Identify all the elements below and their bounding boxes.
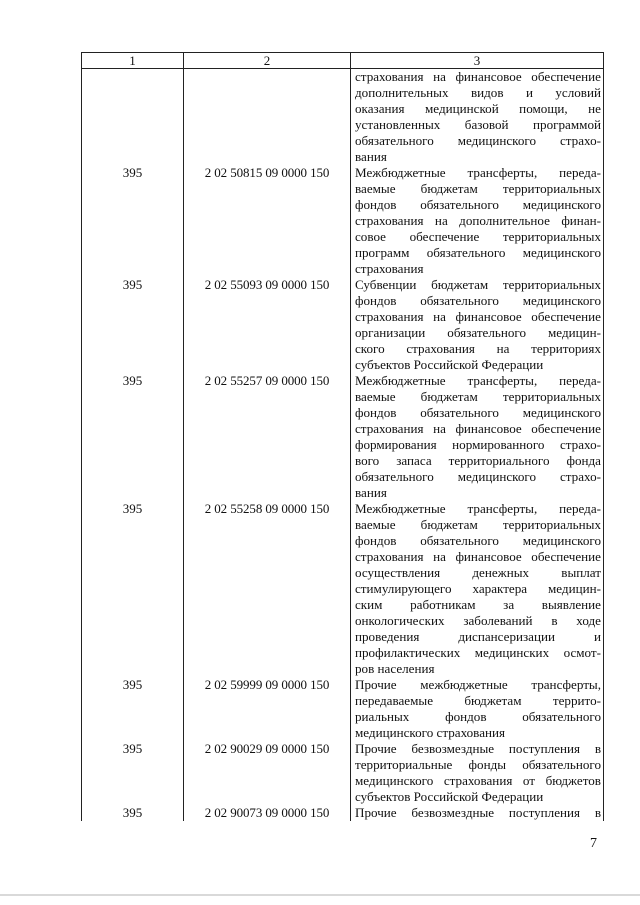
description-line: совое обеспечение территориальных bbox=[355, 229, 601, 244]
table-row bbox=[82, 501, 604, 677]
description-cell bbox=[351, 69, 604, 166]
description-cell bbox=[351, 373, 604, 501]
description-line: вания bbox=[355, 485, 387, 500]
description-cell bbox=[351, 277, 604, 373]
description-line: дополнительных видов и условий bbox=[355, 85, 601, 100]
description-line: медицинского страхования bbox=[355, 725, 506, 740]
continuation-row bbox=[82, 69, 604, 166]
income-code-cell: 2 02 90073 09 0000 150 bbox=[184, 805, 351, 821]
description-line: онкологических заболеваний в ходе bbox=[355, 613, 601, 628]
table-row bbox=[82, 805, 604, 821]
description-line: вого запаса территориального фонда bbox=[355, 453, 601, 468]
income-code-cell: 2 02 90029 09 0000 150 bbox=[184, 741, 351, 805]
description-line: установленных базовой программой bbox=[355, 117, 601, 132]
income-code-cell: 2 02 55093 09 0000 150 bbox=[184, 277, 351, 373]
column-header-1: 1 bbox=[82, 53, 184, 69]
description-line: фондов обязательного медицинского bbox=[355, 405, 601, 420]
description-line: ваемые бюджетам территориальных bbox=[355, 517, 601, 532]
description-line: фондов обязательного медицинского bbox=[355, 197, 601, 212]
description-line: ваемые бюджетам территориальных bbox=[355, 389, 601, 404]
description-line: осуществления денежных выплат bbox=[355, 565, 601, 580]
description-line: страхования на финансовое обеспечение bbox=[355, 309, 601, 324]
description-line: субъектов Российской Федерации bbox=[355, 789, 544, 804]
description-line: Субвенции бюджетам территориальных bbox=[355, 277, 601, 292]
page-number: 7 bbox=[590, 836, 597, 851]
description-line: ским работникам за выявление bbox=[355, 597, 601, 612]
scan-edge-line bbox=[0, 894, 640, 896]
table-row bbox=[82, 373, 604, 501]
column-header-2: 2 bbox=[184, 53, 351, 69]
description-cell bbox=[351, 741, 604, 805]
description-line: страхования на финансовое обеспечение bbox=[355, 549, 601, 564]
admin-code-cell: 395 bbox=[82, 501, 184, 677]
admin-code-cell: 395 bbox=[82, 741, 184, 805]
description-cell bbox=[351, 677, 604, 741]
description-line: субъектов Российской Федерации bbox=[355, 357, 544, 372]
description-line: вания bbox=[355, 149, 387, 164]
description-line: формирования нормированного страхо- bbox=[355, 437, 601, 452]
table-body bbox=[82, 69, 604, 822]
description-line: риальных фондов обязательного bbox=[355, 709, 601, 724]
description-line: Межбюджетные трансферты, переда- bbox=[355, 373, 601, 388]
table-header-row bbox=[82, 53, 604, 69]
description-line: Прочие межбюджетные трансферты, bbox=[355, 677, 601, 692]
description-line: передаваемые бюджетам террито- bbox=[355, 693, 601, 708]
admin-code-cell: 395 bbox=[82, 165, 184, 277]
description-line: ров населения bbox=[355, 661, 435, 676]
income-code-cell: 2 02 59999 09 0000 150 bbox=[184, 677, 351, 741]
description-line: Межбюджетные трансферты, переда- bbox=[355, 165, 601, 180]
description-line: программ обязательного медицинского bbox=[355, 245, 601, 260]
description-line: фондов обязательного медицинского bbox=[355, 533, 601, 548]
description-line: территориальные фонды обязательного bbox=[355, 757, 601, 772]
description-line: Межбюджетные трансферты, переда- bbox=[355, 501, 601, 516]
table-row bbox=[82, 677, 604, 741]
description-cell bbox=[351, 165, 604, 277]
description-cell bbox=[351, 805, 604, 821]
description-line: медицинского страхования от бюджетов bbox=[355, 773, 601, 788]
table-row bbox=[82, 741, 604, 805]
description-line: ского страхования на территориях bbox=[355, 341, 601, 356]
admin-code-cell: 395 bbox=[82, 373, 184, 501]
income-code-cell bbox=[184, 69, 351, 166]
admin-code-cell: 395 bbox=[82, 805, 184, 821]
admin-code-cell bbox=[82, 69, 184, 166]
income-code-cell: 2 02 50815 09 0000 150 bbox=[184, 165, 351, 277]
description-cell bbox=[351, 501, 604, 677]
description-line: фондов обязательного медицинского bbox=[355, 293, 601, 308]
description-line: ваемые бюджетам территориальных bbox=[355, 181, 601, 196]
column-header-3: 3 bbox=[351, 53, 604, 69]
table-row bbox=[82, 277, 604, 373]
description-line: страхования на финансовое обеспечение bbox=[355, 69, 601, 84]
budget-classification-table bbox=[81, 52, 604, 821]
income-code-cell: 2 02 55257 09 0000 150 bbox=[184, 373, 351, 501]
description-line: обязательного медицинского страхо- bbox=[355, 469, 601, 484]
admin-code-cell: 395 bbox=[82, 677, 184, 741]
description-line: проведения диспансеризации и bbox=[355, 629, 601, 644]
description-line: организации обязательного медицин- bbox=[355, 325, 601, 340]
description-line: страхования на дополнительное финан- bbox=[355, 213, 601, 228]
description-line: профилактических медицинских осмот- bbox=[355, 645, 601, 660]
income-code-cell: 2 02 55258 09 0000 150 bbox=[184, 501, 351, 677]
description-line: Прочие безвозмездные поступления в bbox=[355, 805, 601, 820]
description-line: оказания медицинской помощи, не bbox=[355, 101, 601, 116]
description-line: стимулирующего характера медицин- bbox=[355, 581, 601, 596]
table-row bbox=[82, 165, 604, 277]
description-line: страхования bbox=[355, 261, 424, 276]
description-line: обязательного медицинского страхо- bbox=[355, 133, 601, 148]
description-line: страхования на финансовое обеспечение bbox=[355, 421, 601, 436]
admin-code-cell: 395 bbox=[82, 277, 184, 373]
description-line: Прочие безвозмездные поступления в bbox=[355, 741, 601, 756]
